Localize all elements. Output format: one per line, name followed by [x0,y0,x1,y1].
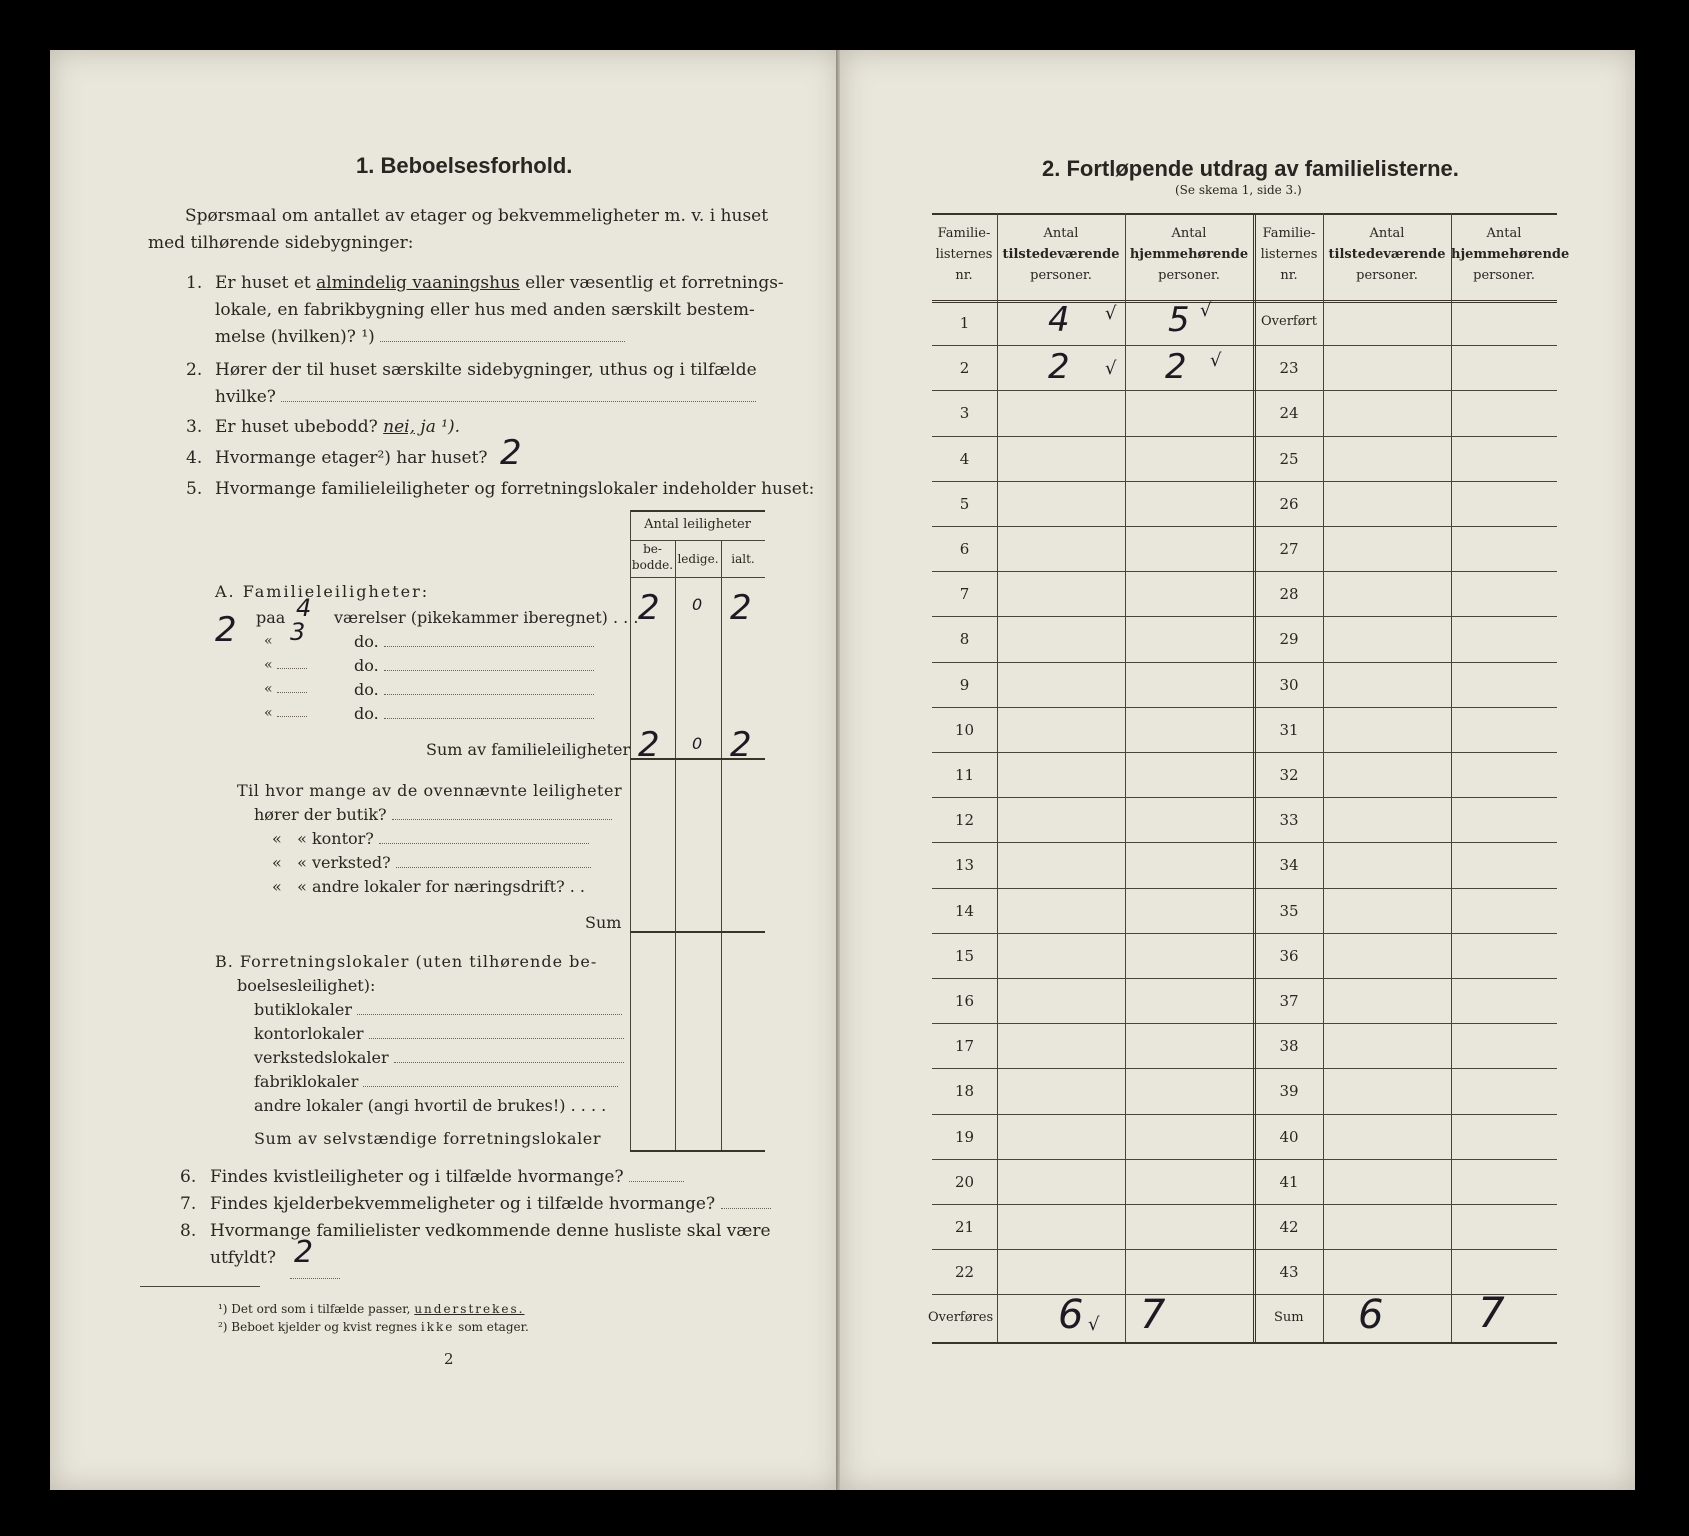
row-number-left: 9 [959,675,970,694]
row-number-left: 10 [954,720,975,739]
table-row-rule [932,571,1557,572]
q1-line-3: melse (hvilken)? ¹) [215,324,625,351]
section-a-heading: A. Familieleiligheter: [215,582,430,601]
table-col-divider [1323,213,1324,1342]
check-row1-tilstede: √ [1105,303,1117,324]
q3-number: 3. [186,417,203,437]
q1-line-2: lokale, en fabrikbygning eller hus med anden særskilt bestem- [215,300,755,320]
row-number-left: 19 [954,1127,975,1146]
table-row-rule [932,1023,1557,1024]
row-number-left: 11 [954,766,975,784]
table-row-rule [932,436,1557,437]
table-col-divider [1125,213,1126,1342]
row-number-right: 25 [1279,449,1299,468]
table-row-rule [932,1068,1557,1069]
row1-ialt-value: 2 [730,588,752,628]
row-number-left: 2 [959,359,970,378]
table-row-rule [932,1159,1557,1160]
row-number-right: 40 [1279,1127,1299,1146]
row-number-left: 14 [954,901,975,920]
sum-ialt-value: 2 [730,725,752,765]
table-row-rule [932,345,1557,346]
table-col-divider [1451,213,1452,1342]
b-sum-label: Sum av selvstændige forretningslokaler [254,1129,602,1148]
q5-text: Hvormange familieleiligheter og forretningslokaler indeholder huset: [215,479,815,499]
q4-handwritten-answer: 2 [500,433,522,473]
row1-ledige-value: 0 [692,595,703,614]
q8-line-1: Hvormange familielister vedkommende denne husliste skal være [210,1221,771,1241]
table-row-rule [932,662,1557,663]
q8-handwritten-answer: 2 [294,1235,314,1270]
row1-bebodde-value: 2 [638,588,660,628]
intro-line-2: med tilhørende sidebygninger: [148,233,414,253]
header-hjemme-right: Antal hjemmehørende personer. [1451,226,1570,283]
q1-line-1: Er huset et almindelig vaaningshus eller væsentlig et forretnings- [215,273,784,293]
check-row2-tilstede: √ [1105,358,1117,379]
row-number-left: 4 [959,449,970,468]
butik-row: hører der butik? [254,801,612,828]
row-number-left: 8 [959,630,970,649]
table-header-rule [630,577,765,578]
check-row2-hjemme: √ [1210,350,1222,371]
andre-lokaler-row: « « andre lokaler for næringsdrift? . . [272,877,585,896]
table-col-divider-1 [675,540,676,1150]
q7-text: Findes kjelderbekvemmeligheter og i tilfælde hvormange? [210,1191,771,1218]
row4-do: do. [354,676,594,703]
table-group-header: Antal leiligheter [644,517,751,532]
row-number-right: 33 [1279,811,1299,830]
row-number-left: 15 [954,946,975,965]
row-number-right: 27 [1279,540,1299,558]
row-number-right: 35 [1279,901,1299,920]
table-col-divider [997,213,998,1342]
table-row-rule [932,707,1557,708]
table-col-ledige: ledige. [677,552,719,566]
q4-number: 4. [186,448,203,468]
sum-bebodde-value: 2 [638,725,660,765]
entry-row1-tilstede: 4 [1048,300,1070,340]
row-number-left: 3 [959,404,970,423]
entry-row1-hjemme: 5 [1168,300,1190,340]
section-b-line-2: boelsesleilighet): [237,976,376,995]
q8-line-2: utfyldt? [210,1248,276,1268]
table-sum-rule-b [630,931,765,933]
row-number-right: 37 [1279,992,1299,1010]
row2-ditto: « [264,633,273,649]
table-row-rule [932,752,1557,753]
row-number-right: 39 [1279,1082,1299,1101]
table-row-rule [932,978,1557,979]
row1-label: værelser (pikekammer iberegnet) . . . [334,608,639,627]
section-title-beboelsesforhold: 1. Beboelsesforhold. [356,153,573,178]
row-number-right: 42 [1279,1218,1299,1236]
footer-sum-label: Sum [1274,1310,1304,1325]
row2-rooms-handwritten: 3 [290,618,306,646]
sum-ledige-value: 0 [692,734,703,753]
table-row-rule [932,1114,1557,1115]
sum-familieleiligheter-label: Sum av familieleiligheter [426,740,631,759]
header-tilstede-right: Antal tilstedeværende personer. [1328,226,1446,283]
table-top-rule [932,213,1557,215]
row-number-right: 24 [1279,404,1299,423]
table-row-rule [932,390,1557,391]
table-row-rule [932,933,1557,934]
table-row-rule [932,526,1557,527]
verksted-row: « « verksted? [272,849,591,876]
row-number-left: 22 [954,1263,975,1282]
table-col-ialt: ialt. [731,552,755,566]
page-number: 2 [444,1350,454,1368]
section-title-familielister: 2. Fortløpende utdrag av familielisterne. [1042,156,1459,181]
b-item-fabriklokaler: fabriklokaler [254,1068,618,1095]
row-number-right: 34 [1279,856,1299,875]
header-nr-right: Familie- listernes nr. [1260,226,1318,283]
table-row-rule [932,842,1557,843]
footnote-2: ²) Beboet kjelder og kvist regnes ikke som etager. [218,1320,529,1334]
row1-paa: paa [256,608,286,627]
row-number-right: 30 [1279,675,1299,694]
kontor-row: « « kontor? [272,825,589,852]
table-row-rule [932,1204,1557,1205]
row3-do: do. [354,652,594,679]
check-row1-hjemme: √ [1200,300,1212,321]
row-number-right: 26 [1279,494,1299,513]
row-number-left: 7 [959,585,970,604]
q4-text: Hvormange etager²) har huset? [215,448,488,468]
q2-line-1: Hører der til huset særskilte sidebygninger, uthus og i tilfælde [215,360,757,380]
row-number-left: 21 [954,1218,975,1236]
entry-row2-hjemme: 2 [1165,347,1187,387]
row-number-right: 23 [1279,359,1299,378]
row-number-left: 20 [954,1172,975,1191]
row-number-right: 28 [1279,585,1299,604]
overfores-hjemme-value: 7 [1140,1292,1166,1338]
row-number-left: 6 [959,540,970,558]
row-number-right: 38 [1279,1037,1299,1056]
butik-intro-line-1: Til hvor mange av de ovennævnte leiligheter [237,781,623,800]
table-bottom-rule [932,1342,1557,1344]
table-sum-rule-c [630,1150,765,1152]
table-col-bebodde: be- bodde. [631,542,674,572]
table-top-rule [630,510,765,512]
row-number-right: 31 [1279,720,1299,739]
b-item-butiklokaler: butiklokaler [254,996,622,1023]
footnote-rule [140,1286,260,1287]
row-number-left: 1 [959,314,970,332]
row4-ditto: « [264,676,307,703]
row-number-left: 17 [954,1037,975,1056]
q1-number: 1. [186,273,203,293]
table-col-divider-2 [721,540,722,1150]
header-nr-left: Familie- listernes nr. [935,226,993,283]
q2-number: 2. [186,360,203,380]
sum-tilstede-value: 6 [1358,1292,1384,1338]
b-item-andre-lokaler: andre lokaler (angi hvortil de brukes!) . . . . [254,1096,607,1115]
table-row-rule [932,888,1557,889]
row-number-left: 13 [954,856,975,875]
row-number-left: 16 [954,992,975,1010]
butik-sum-label: Sum [585,913,622,932]
table-row-rule [932,481,1557,482]
q7-number: 7. [180,1194,197,1214]
q2-line-2: hvilke? [215,384,756,411]
q8-number: 8. [180,1221,197,1241]
section-subtitle: (Se skema 1, side 3.) [1175,183,1302,197]
table-row-rule [932,797,1557,798]
header-hjemme-left: Antal hjemmehørende personer. [1129,226,1249,283]
row2-do: do. [354,628,594,655]
row-number-left: 12 [954,811,975,830]
row-number-left: 5 [959,494,970,513]
table-header-bottom-rule [932,300,1557,303]
b-item-verkstedslokaler: verkstedslokaler [254,1044,624,1071]
row-number-right: 36 [1279,946,1299,965]
row-number-right: 43 [1279,1263,1299,1282]
sum-hjemme-value: 7 [1478,1288,1505,1337]
table-row-rule [932,616,1557,617]
row-number-right: 41 [1279,1172,1299,1191]
table-row-rule [932,1249,1557,1250]
row1-rooms-handwritten: 4 [296,594,312,622]
row5-ditto: « [264,700,307,727]
row3-ditto: « [264,652,307,679]
footer-overfores-label: Overføres [928,1310,994,1325]
check-overfores: √ [1088,1314,1100,1335]
row-number-right: Overført [1261,314,1317,329]
q6-text: Findes kvistleiligheter og i tilfælde hvormange? [210,1164,684,1191]
row5-do: do. [354,700,594,727]
q5-number: 5. [186,479,203,499]
footnote-1: ¹) Det ord som i tilfælde passer, understrekes. [218,1302,525,1316]
b-item-kontorlokaler: kontorlokaler [254,1020,624,1047]
entry-row2-tilstede: 2 [1048,347,1070,387]
row2-left-handwritten: 2 [215,610,237,650]
section-b-line-1: B. Forretningslokaler (uten tilhørende be- [215,952,598,971]
table-row-rule [932,1294,1557,1295]
q8-answer-dots [290,1264,340,1283]
row-number-left: 18 [954,1082,975,1101]
row-number-right: 29 [1279,630,1299,649]
q6-number: 6. [180,1167,197,1187]
intro-line-1: Spørsmaal om antallet av etager og bekvemmeligheter m. v. i huset [185,206,769,226]
overfores-tilstede-value: 6 [1058,1292,1084,1338]
row-number-right: 32 [1279,766,1299,784]
header-tilstede-left: Antal tilstedeværende personer. [1002,226,1120,283]
q3-text: Er huset ubebodd? nei, ja ¹). [215,417,461,437]
